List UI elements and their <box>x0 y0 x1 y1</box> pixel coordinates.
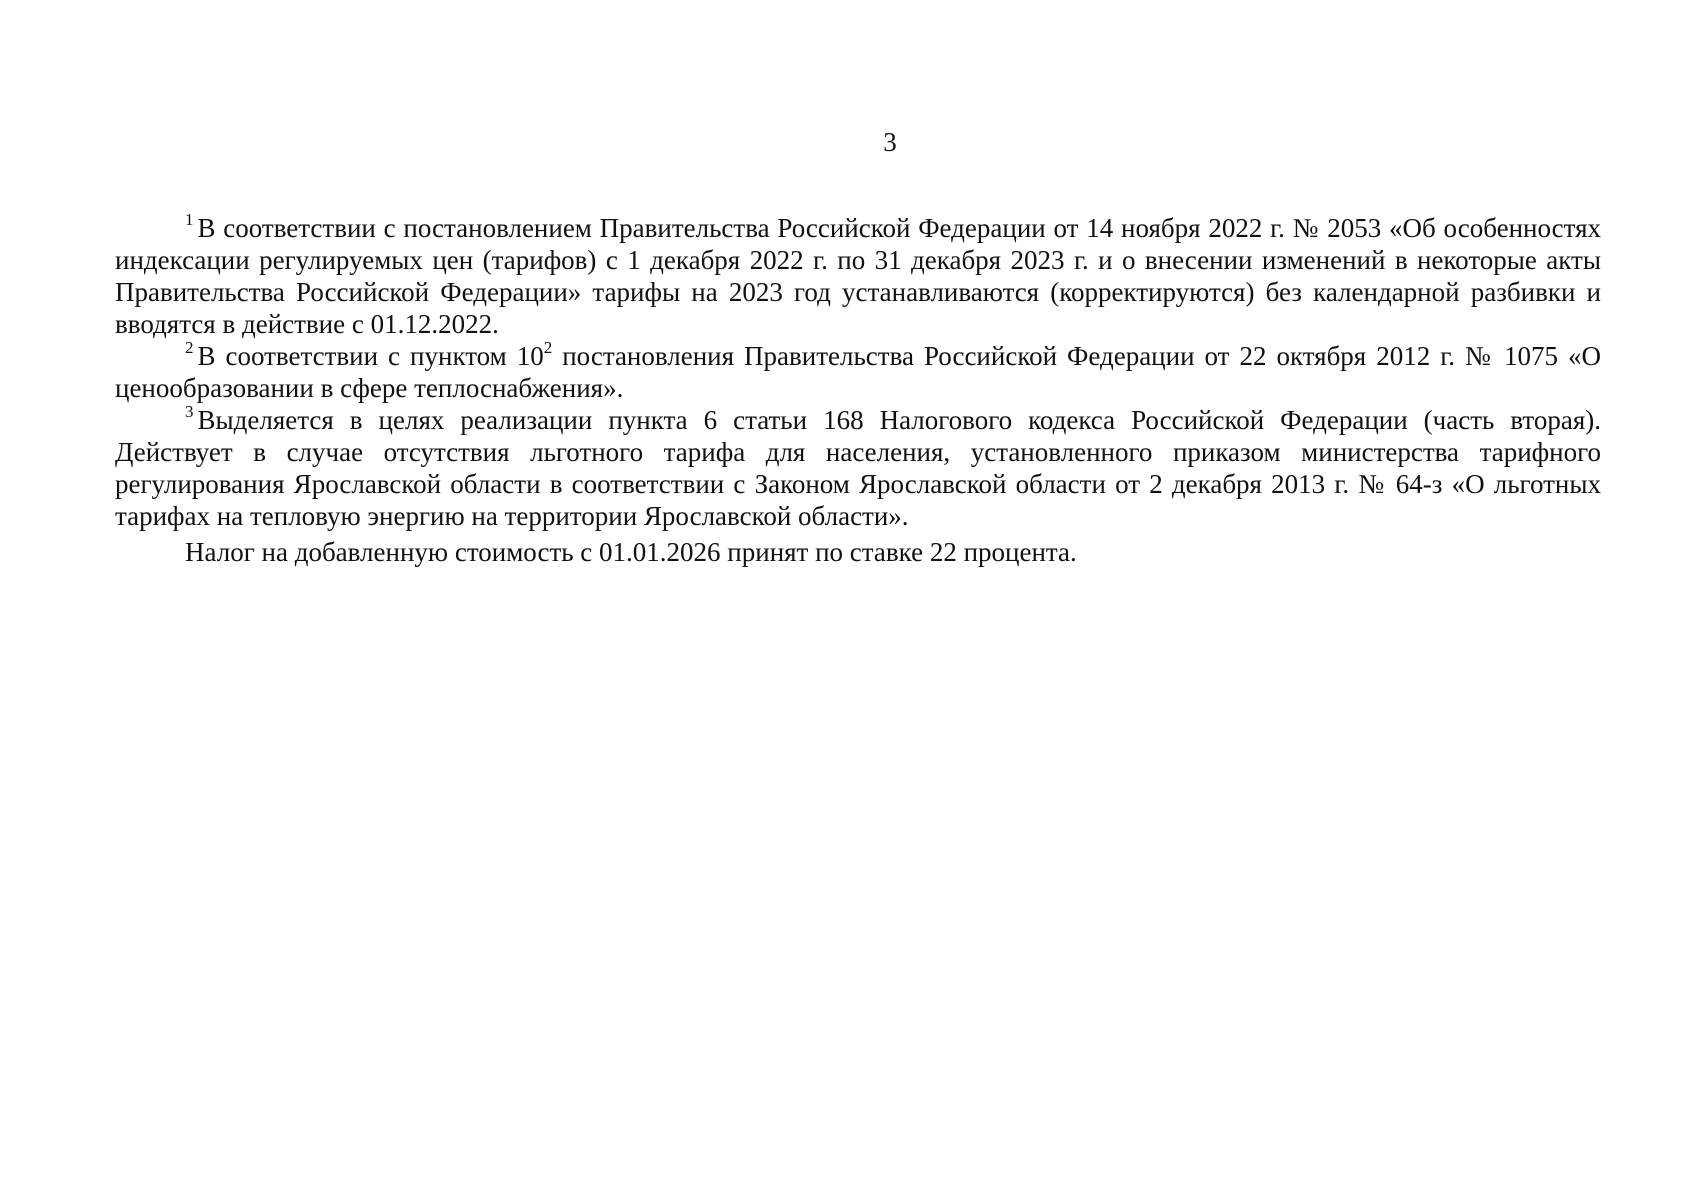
footnote-1-text: В соответствии с постановлением Правительства Российской Федерации от 14 ноября 2022 г. № 2053 «Об особенностях индексации регулируемых цен (тарифов) с 1 декабря 2022 г. по 31 декабря 2023 г. и о внесении изменений в некоторые акты Правительства Российской Федерации» тарифы на 2023 год устанавливаются (корректируются) без календарной разбивки и вводятся в действие с 01.12.2022. <box>115 213 1601 339</box>
footnote-3-text: Выделяется в целях реализации пункта 6 статьи 168 Налогового кодекса Российской Федерации (часть вторая). Действует в случае отсутствия льготного тарифа для населения, установленного приказом министерства тарифного регулирования Ярославской области в соответствии с Законом Ярославской области от 2 декабря 2013 г. № 64-з «О льготных тарифах на тепловую энергию на территории Ярославской области». <box>115 405 1601 531</box>
footnote-3-mark: 3 <box>185 402 194 421</box>
footnote-2-text-before: В соответствии с пунктом 10 <box>197 341 544 371</box>
page-number: 3 <box>883 127 897 157</box>
footnotes-section <box>115 212 1601 568</box>
vat-note: Налог на добавленную стоимость с 01.01.2026 принят по ставке 22 процента. <box>185 537 1077 567</box>
footnote-2-text-after: постановления Правительства Российской Федерации от 22 октября 2012 г. № 1075 «О ценообразовании в сфере теплоснабжения». <box>115 341 1601 403</box>
footnote-1-mark: 1 <box>185 210 194 229</box>
footnote-2 <box>115 340 1601 404</box>
footnote-2-mark: 2 <box>185 338 194 357</box>
footnote-2-inner-superscript: 2 <box>543 338 553 357</box>
footnote-3 <box>115 404 1601 532</box>
footnote-1 <box>115 212 1601 340</box>
